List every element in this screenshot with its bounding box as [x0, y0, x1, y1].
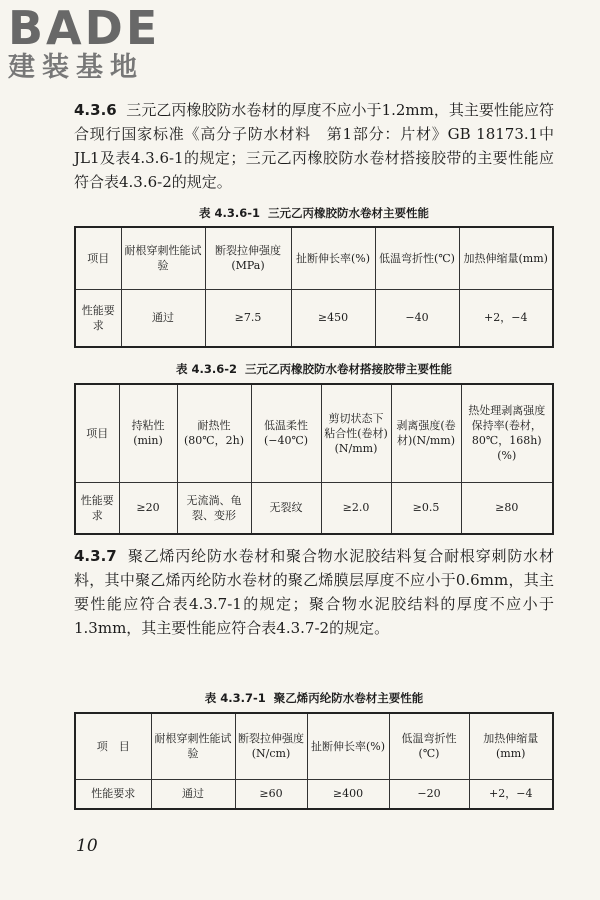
table-cell: ≥20	[119, 482, 177, 534]
table-caption-title: 三元乙丙橡胶防水卷材主要性能	[268, 206, 430, 220]
table-header-cell: 项目	[75, 384, 119, 482]
table-header-cell: 项 目	[75, 713, 151, 779]
table-header-cell: 项目	[75, 227, 121, 289]
section-number: 4.3.6	[74, 101, 117, 119]
section-4-3-6	[74, 98, 554, 194]
table-caption-number: 表 4.3.7-1	[204, 691, 266, 705]
table-header-row	[75, 384, 553, 482]
table-cell: ≥7.5	[205, 289, 291, 347]
table-caption	[74, 690, 554, 706]
table-4-3-7-1	[74, 712, 554, 810]
brand-logo	[8, 1, 188, 84]
table-cell: +2，−4	[459, 289, 553, 347]
table-header-row	[75, 227, 553, 289]
table-caption	[74, 361, 554, 377]
table-cell: −40	[375, 289, 459, 347]
table-header-cell: 低温柔性(−40℃)	[251, 384, 321, 482]
table-caption-number: 表 4.3.6-1	[198, 206, 260, 220]
table-header-cell: 耐热性(80℃，2h)	[177, 384, 251, 482]
table-header-cell: 扯断伸长率(%)	[291, 227, 375, 289]
table-cell: 无流淌、龟裂、变形	[177, 482, 251, 534]
table-cell: ≥2.0	[321, 482, 391, 534]
table-cell: ≥400	[307, 779, 389, 809]
section-number: 4.3.7	[74, 547, 117, 565]
table-header-cell: 耐根穿刺性能试验	[121, 227, 205, 289]
logo-wordmark: BADE	[8, 1, 161, 55]
table-caption-number: 表 4.3.6-2	[175, 362, 237, 376]
table-caption-title: 聚乙烯丙纶防水卷材主要性能	[273, 691, 424, 705]
table-4-3-6-2	[74, 383, 554, 535]
section-text: 聚乙烯丙纶防水卷材和聚合物水泥胶结料复合耐根穿刺防水材料，其中聚乙烯丙纶防水卷材的聚乙烯膜层厚度不应小于0.6mm，其主要性能应符合表4.3.7-1的规定；聚合物水泥胶结料的厚度不应小于1.3mm，其主要性能应符合表4.3.7-2的规定。	[74, 547, 554, 637]
table-cell: 通过	[151, 779, 235, 809]
table-header-cell: 剪切状态下粘合性(卷材)(N/mm)	[321, 384, 391, 482]
logo-subtitle: 建装基地	[8, 52, 144, 83]
table-header-cell: 持粘性(min)	[119, 384, 177, 482]
table-header-cell: 低温弯折性(℃)	[389, 713, 469, 779]
table-cell: ≥60	[235, 779, 307, 809]
table-cell: 无裂纹	[251, 482, 321, 534]
table-cell: ≥0.5	[391, 482, 461, 534]
page-number: 10	[76, 836, 98, 856]
table-header-cell: 剥离强度(卷材)(N/mm)	[391, 384, 461, 482]
table-header-cell: 热处理剥离强度保持率(卷材，80℃，168h)(%)	[461, 384, 553, 482]
table-header-cell: 耐根穿刺性能试验	[151, 713, 235, 779]
table-header-row	[75, 713, 553, 779]
table-cell: ≥80	[461, 482, 553, 534]
table-row	[75, 482, 553, 534]
table-header-cell: 断裂拉伸强度(N/cm)	[235, 713, 307, 779]
table-header-cell: 加热伸缩量(mm)	[469, 713, 553, 779]
table-4-3-6-1	[74, 226, 554, 348]
table-header-cell: 扯断伸长率(%)	[307, 713, 389, 779]
table-caption	[74, 205, 554, 221]
table-caption-title: 三元乙丙橡胶防水卷材搭接胶带主要性能	[245, 362, 453, 376]
table-cell: ≥450	[291, 289, 375, 347]
section-4-3-7	[74, 544, 554, 640]
row-label-cell: 性能要求	[75, 289, 121, 347]
table-header-cell: 断裂拉伸强度(MPa)	[205, 227, 291, 289]
row-label-cell: 性能要求	[75, 482, 119, 534]
section-text: 三元乙丙橡胶防水卷材的厚度不应小于1.2mm，其主要性能应符合现行国家标准《高分子防水材料 第1部分：片材》GB 18173.1中JL1及表4.3.6-1的规定；三元乙丙橡胶防水卷材搭接胶带的主要性能应符合表4.3.6-2的规定。	[74, 101, 554, 191]
table-cell: −20	[389, 779, 469, 809]
table-header-cell: 加热伸缩量(mm)	[459, 227, 553, 289]
table-cell: +2，−4	[469, 779, 553, 809]
table-cell: 通过	[121, 289, 205, 347]
table-row	[75, 779, 553, 809]
table-header-cell: 低温弯折性(℃)	[375, 227, 459, 289]
row-label-cell: 性能要求	[75, 779, 151, 809]
table-row	[75, 289, 553, 347]
